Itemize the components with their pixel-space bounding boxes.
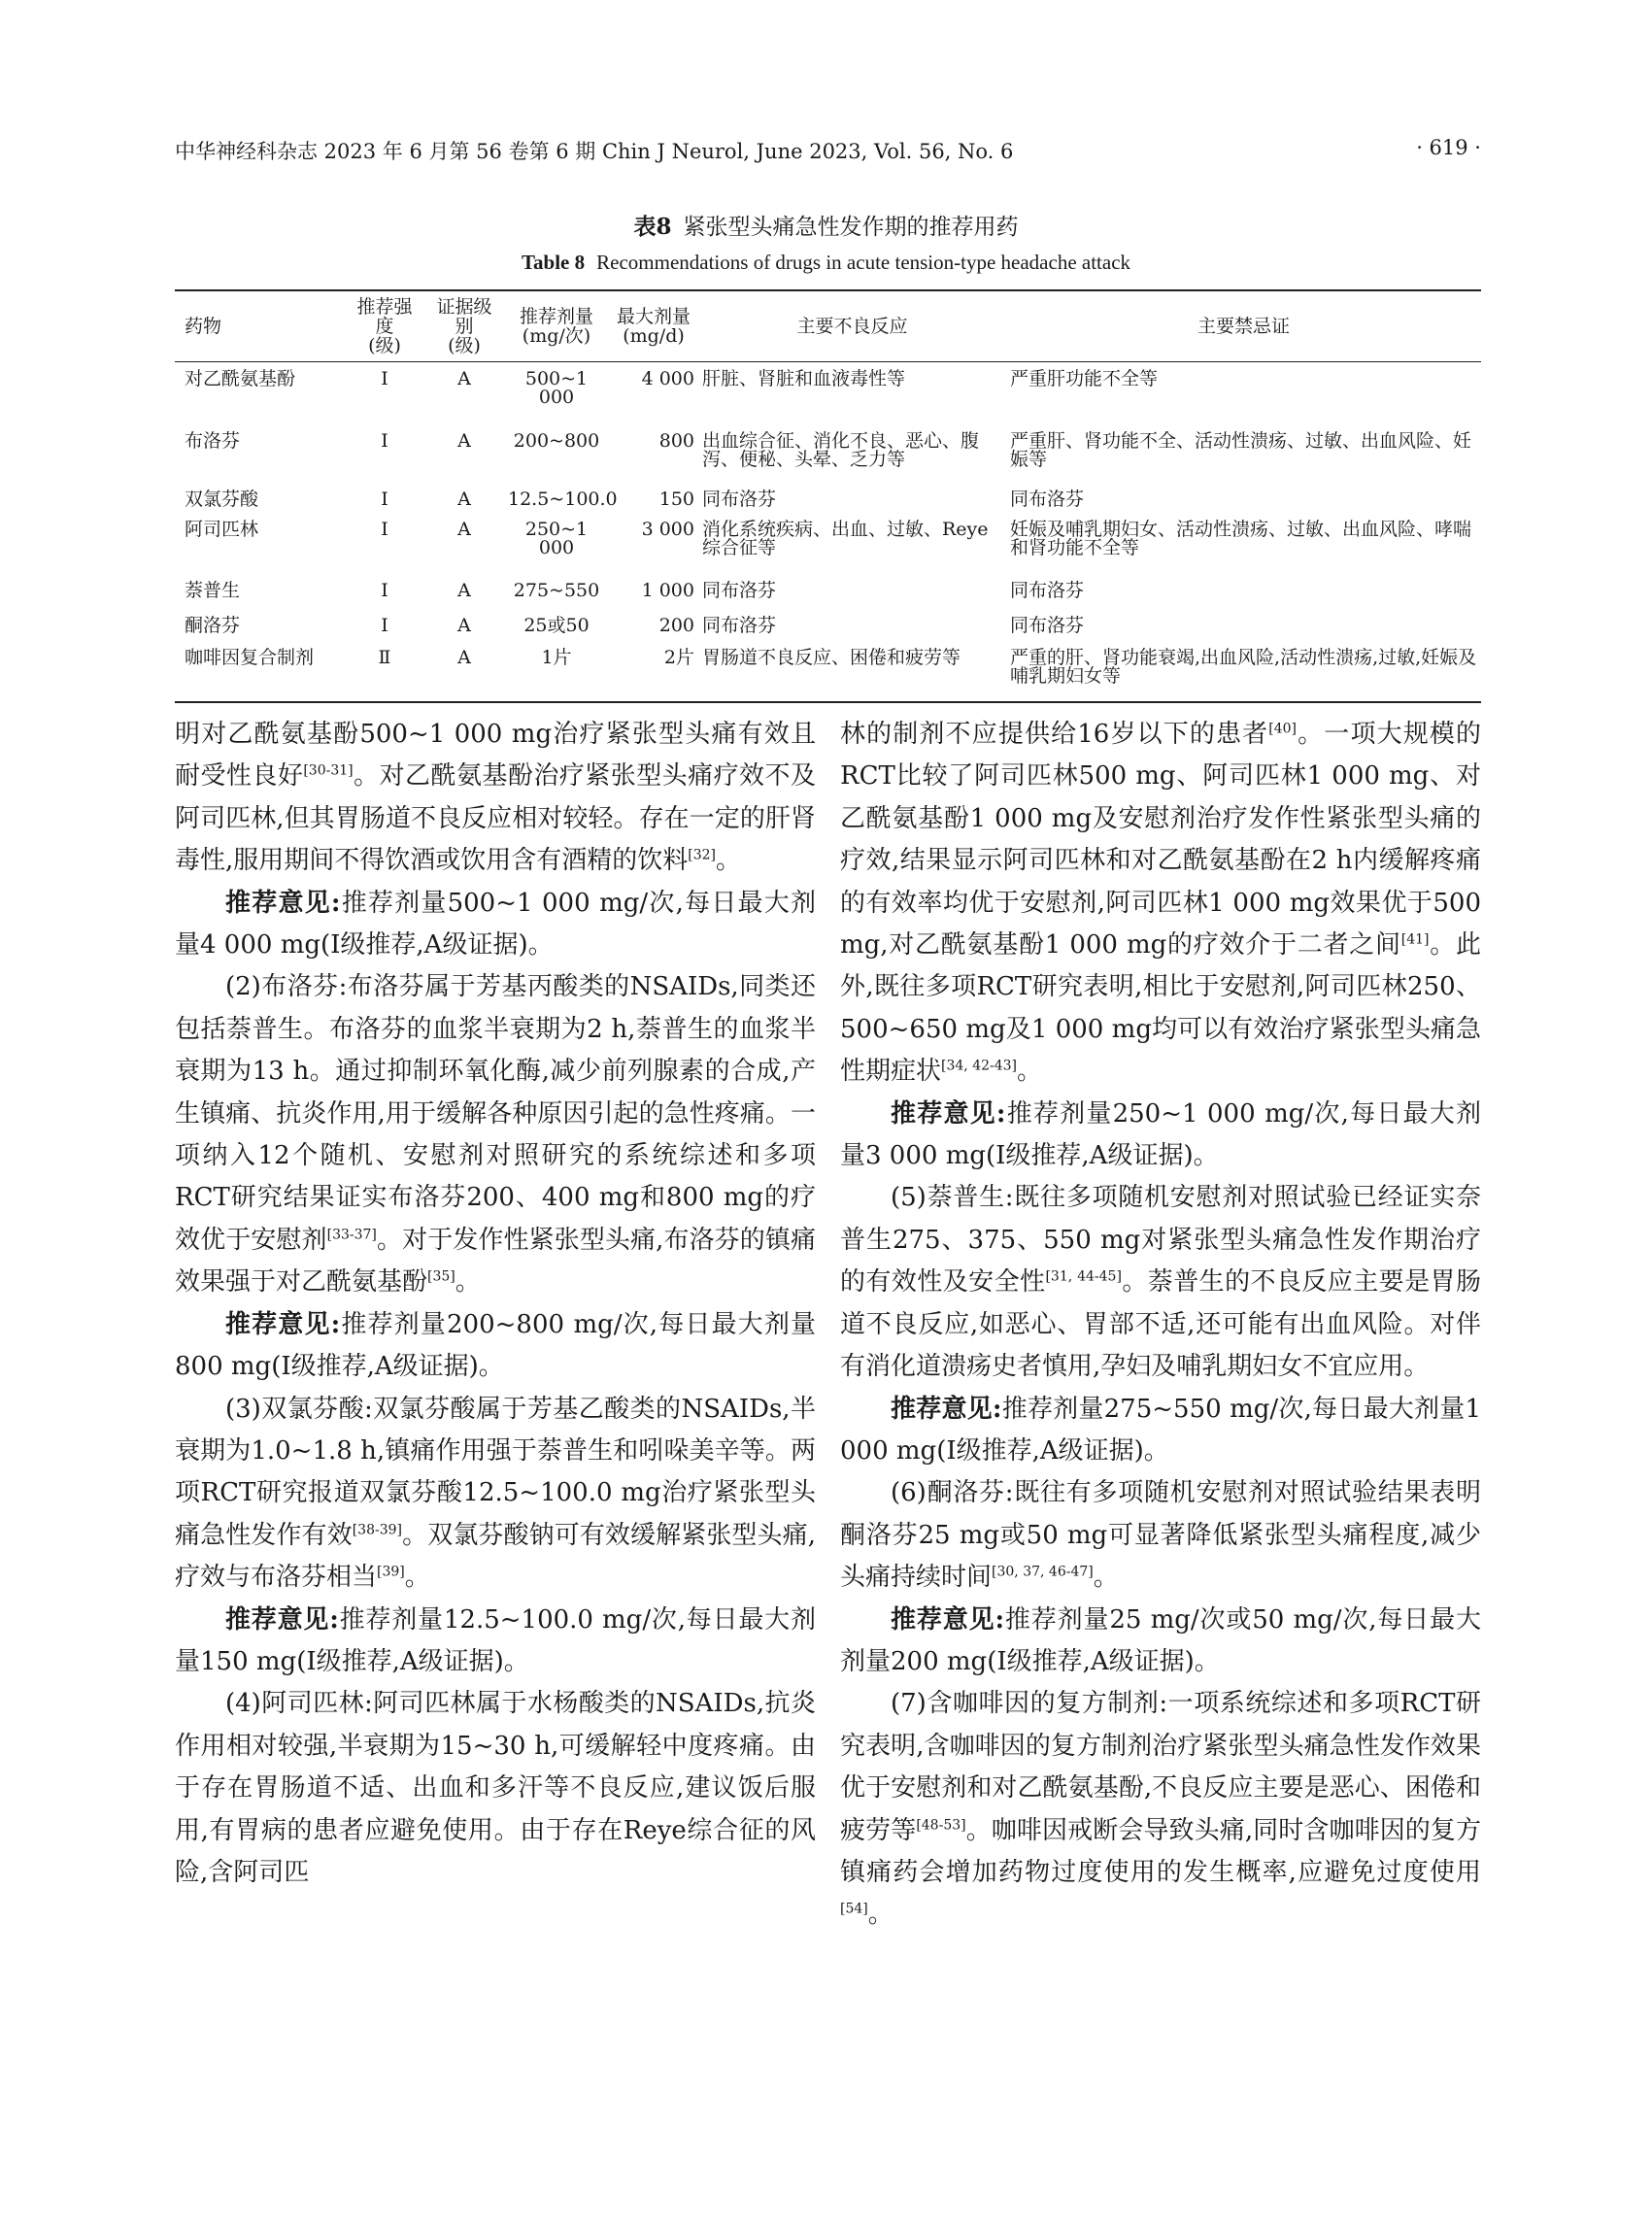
table-header-row bbox=[175, 290, 1481, 362]
header-max-dose: 最大剂量 (mg/d) bbox=[616, 306, 691, 347]
recommendation-label: 推荐意见: bbox=[891, 1604, 1005, 1635]
cell-adverse: 肝脏、肾脏和血液毒性等 bbox=[702, 368, 906, 389]
citation: [33-37] bbox=[326, 1227, 377, 1243]
cell-strength: Ⅰ bbox=[381, 614, 388, 636]
citation: [41] bbox=[1400, 931, 1430, 948]
table-row bbox=[175, 646, 1481, 702]
cell-dose: 200~800 bbox=[513, 429, 600, 452]
recommendation-label: 推荐意见: bbox=[891, 1394, 1002, 1424]
table-header-cell bbox=[1006, 290, 1481, 362]
cell-strength: Ⅰ bbox=[381, 368, 388, 389]
table-caption-cn bbox=[0, 209, 1652, 241]
table-header-cell bbox=[609, 290, 698, 362]
cell-evidence: A bbox=[457, 488, 471, 510]
cell-evidence: A bbox=[457, 518, 471, 540]
table-header-cell bbox=[345, 290, 424, 362]
table-row bbox=[175, 413, 1481, 483]
cell-contra: 严重肝功能不全等 bbox=[1010, 368, 1159, 389]
body-column-left bbox=[175, 714, 816, 1894]
cell-max-dose: 150 bbox=[658, 488, 694, 510]
citation: [32] bbox=[688, 847, 717, 863]
paragraph: (4)阿司匹林:阿司匹林属于水杨酸类的NSAIDs,抗炎作用相对较强,半衰期为15~30 h,可缓解轻中度疼痛。由于存在胃肠道不适、出血和多汗等不良反应,建议饭后服用,有胃病的患者应避免使用。由于存在Reye综合征的风险,含阿司匹 bbox=[175, 1689, 816, 1887]
paragraph: 林的制剂不应提供给16岁以下的患者[40]。一项大规模的RCT比较了阿司匹林500 mg、阿司匹林1 000 mg、对乙酰氨基酚1 000 mg及安慰剂治疗发作性紧张型头痛的疗效,结果显示阿司匹林和对乙酰氨基酚在2 h内缓解疼痛的有效率均优于安慰剂,阿司匹林1 000 mg效果优于500 mg,对乙酰氨基酚1 000 mg的疗效介于二者之间[41]。此外,既往多项RCT研究表明,相比于安慰剂,阿司匹林250、500~650 mg及1 000 mg均可以有效治疗紧张型头痛急性期症状[34, 42-43]。 bbox=[840, 720, 1481, 1087]
cell-max-dose: 200 bbox=[658, 614, 694, 636]
citation: [48-53] bbox=[916, 1816, 966, 1833]
cell-dose: 500~1 000 bbox=[524, 368, 589, 408]
table-title-cn: 紧张型头痛急性发作期的推荐用药 bbox=[683, 215, 1019, 240]
cell-dose: 250~1 000 bbox=[524, 518, 589, 558]
table-header-cell bbox=[504, 290, 609, 362]
recommendation-label: 推荐意见: bbox=[891, 1098, 1006, 1129]
citation: [38-39] bbox=[352, 1522, 403, 1538]
cell-dose: 275~550 bbox=[513, 579, 600, 601]
cell-adverse: 出血综合征、消化不良、恶心、腹泻、便秘、头晕、乏力等 bbox=[702, 429, 980, 470]
header-evidence: 证据级别 (级) bbox=[436, 296, 492, 356]
paragraph: (6)酮洛芬:既往有多项随机安慰剂对照试验结果表明酮洛芬25 mg或50 mg可显著降低紧张型头痛程度,减少头痛持续时间[30, 37, 46-47]。 bbox=[840, 1478, 1481, 1593]
cell-adverse: 消化系统疾病、出血、过敏、Reye综合征等 bbox=[702, 518, 989, 558]
header-dose: 推荐剂量 (mg/次) bbox=[519, 306, 593, 347]
cell-evidence: A bbox=[457, 579, 471, 601]
cell-drug: 酮洛芬 bbox=[185, 614, 241, 636]
header-drug: 药物 bbox=[185, 316, 222, 337]
cell-evidence: A bbox=[457, 429, 471, 452]
recommendation: 推荐意见:推荐剂量250~1 000 mg/次,每日最大剂量3 000 mg(Ⅰ级推荐,A级证据)。 bbox=[840, 1098, 1481, 1171]
cell-adverse: 同布洛芬 bbox=[702, 579, 777, 601]
table-row bbox=[175, 611, 1481, 646]
table-title-en: Recommendations of drugs in acute tension-type headache attack bbox=[596, 251, 1131, 274]
cell-contra: 同布洛芬 bbox=[1010, 488, 1085, 510]
journal-citation: 中华神经科杂志 2023 年 6 月第 56 卷第 6 期 Chin J Neurol, June 2023, Vol. 56, No. 6 bbox=[175, 140, 1014, 163]
citation: [35] bbox=[427, 1268, 455, 1285]
recommendation: 推荐意见:推荐剂量25 mg/次或50 mg/次,每日最大剂量200 mg(Ⅰ级推荐,A级证据)。 bbox=[840, 1604, 1481, 1676]
recommendation: 推荐意见:推荐剂量12.5~100.0 mg/次,每日最大剂量150 mg(Ⅰ级推荐,A级证据)。 bbox=[175, 1604, 816, 1676]
cell-strength: Ⅱ bbox=[378, 646, 391, 668]
table-header-cell bbox=[424, 290, 504, 362]
citation: [30, 37, 46-47] bbox=[992, 1564, 1094, 1580]
citation: [40] bbox=[1268, 721, 1298, 737]
header-strength: 推荐强度 (级) bbox=[356, 296, 413, 356]
table-header-cell bbox=[698, 290, 1006, 362]
paragraph: (2)布洛芬:布洛芬属于芳基丙酸类的NSAIDs,同类还包括萘普生。布洛芬的血浆半衰期为2 h,萘普生的血浆半衰期为13 h。通过抑制环氧化酶,减少前列腺素的合成,产生镇痛、抗炎作用,用于缓解各种原因引起的急性疼痛。一项纳入12个随机、安慰剂对照研究的系统综述和多项RCT研究结果证实布洛芬200、400 mg和800 mg的疗效优于安慰剂[33-37]。对于发作性紧张型头痛,布洛芬的镇痛效果强于对乙酰氨基酚[35]。 bbox=[175, 972, 816, 1298]
cell-max-dose: 2片 bbox=[663, 646, 694, 668]
cell-strength: Ⅰ bbox=[381, 579, 388, 601]
drug-table bbox=[175, 289, 1481, 703]
citation: [30-31] bbox=[303, 762, 354, 779]
citation: [34, 42-43] bbox=[941, 1058, 1018, 1074]
recommendation: 推荐意见:推荐剂量200~800 mg/次,每日最大剂量800 mg(Ⅰ级推荐,A级证据)。 bbox=[175, 1309, 816, 1382]
cell-contra: 严重的肝、肾功能衰竭,出血风险,活动性溃疡,过敏,妊娠及哺乳期妇女等 bbox=[1010, 646, 1477, 687]
table-row bbox=[175, 574, 1481, 611]
table-label-en: Table 8 bbox=[521, 251, 586, 274]
cell-contra: 同布洛芬 bbox=[1010, 614, 1085, 636]
cell-drug: 阿司匹林 bbox=[185, 518, 259, 540]
cell-drug: 布洛芬 bbox=[185, 429, 241, 452]
cell-dose: 12.5~100.0 bbox=[508, 488, 618, 510]
cell-adverse: 胃肠道不良反应、困倦和疲劳等 bbox=[702, 646, 961, 668]
paragraph: (7)含咖啡因的复方制剂:一项系统综述和多项RCT研究表明,含咖啡因的复方制剂治疗紧张型头痛急性发作效果优于安慰剂和对乙酰氨基酚,不良反应主要是恶心、困倦和疲劳等[48-53]。咖啡因戒断会导致头痛,同时含咖啡因的复方镇痛药会增加药物过度使用的发生概率,应避免过度使用[54]。 bbox=[840, 1689, 1481, 1930]
paragraph: 明对乙酰氨基酚500~1 000 mg治疗紧张型头痛有效且耐受性良好[30-31]。对乙酰氨基酚治疗紧张型头痛疗效不及阿司匹林,但其胃肠道不良反应相对较轻。存在一定的肝肾毒性,服用期间不得饮酒或饮用含有酒精的饮料[32]。 bbox=[175, 720, 816, 876]
cell-drug: 咖啡因复合制剂 bbox=[185, 646, 315, 668]
table-row bbox=[175, 518, 1481, 574]
recommendation: 推荐意见:推荐剂量275~550 mg/次,每日最大剂量1 000 mg(Ⅰ级推荐,A级证据)。 bbox=[840, 1394, 1481, 1466]
header-adverse: 主要不良反应 bbox=[796, 316, 908, 337]
cell-strength: Ⅰ bbox=[381, 429, 388, 452]
citation: [39] bbox=[377, 1564, 405, 1580]
cell-dose: 25或50 bbox=[523, 614, 590, 636]
recommendation: 推荐意见:推荐剂量500~1 000 mg/次,每日最大剂量4 000 mg(Ⅰ级推荐,A级证据)。 bbox=[175, 888, 816, 961]
table-row bbox=[175, 362, 1481, 413]
cell-drug: 对乙酰氨基酚 bbox=[185, 368, 296, 389]
cell-drug: 萘普生 bbox=[185, 579, 241, 601]
recommendation-label: 推荐意见: bbox=[225, 1604, 339, 1635]
cell-strength: Ⅰ bbox=[381, 518, 388, 540]
body-column-right bbox=[840, 714, 1481, 1937]
running-header bbox=[175, 132, 1481, 171]
cell-contra: 严重肝、肾功能不全、活动性溃疡、过敏、出血风险、妊娠等 bbox=[1010, 429, 1472, 470]
recommendation-label: 推荐意见: bbox=[225, 1309, 341, 1339]
cell-evidence: A bbox=[457, 368, 471, 389]
cell-strength: Ⅰ bbox=[381, 488, 388, 510]
paragraph: (5)萘普生:既往多项随机安慰剂对照试验已经证实奈普生275、375、550 mg对紧张型头痛急性发作期治疗的有效性及安全性[31, 44-45]。萘普生的不良反应主要是胃肠道不良反应,如恶心、胃部不适,还可能有出血风险。对伴有消化道溃疡史者慎用,孕妇及哺乳期妇女不宜应用。 bbox=[840, 1183, 1481, 1382]
citation: [31, 44-45] bbox=[1045, 1268, 1122, 1285]
table-header-cell bbox=[175, 290, 345, 362]
cell-evidence: A bbox=[457, 646, 471, 668]
cell-max-dose: 4 000 bbox=[641, 368, 694, 389]
cell-adverse: 同布洛芬 bbox=[702, 614, 777, 636]
cell-contra: 妊娠及哺乳期妇女、活动性溃疡、过敏、出血风险、哮喘和肾功能不全等 bbox=[1010, 518, 1472, 558]
cell-max-dose: 1 000 bbox=[641, 579, 694, 601]
cell-adverse: 同布洛芬 bbox=[702, 488, 777, 510]
cell-contra: 同布洛芬 bbox=[1010, 579, 1085, 601]
recommendation-label: 推荐意见: bbox=[225, 888, 341, 918]
table-caption-en bbox=[0, 251, 1652, 275]
header-contra: 主要禁忌证 bbox=[1197, 316, 1290, 337]
cell-max-dose: 3 000 bbox=[641, 518, 694, 540]
table-label-cn: 表8 bbox=[633, 214, 672, 240]
page-number: · 619 · bbox=[1416, 136, 1481, 159]
paragraph: (3)双氯芬酸:双氯芬酸属于芳基乙酸类的NSAIDs,半衰期为1.0~1.8 h,镇痛作用强于萘普生和吲哚美辛等。两项RCT研究报道双氯芬酸12.5~100.0 mg治疗紧张型头痛急性发作有效[38-39]。双氯芬酸钠可有效缓解紧张型头痛,疗效与布洛芬相当[39]。 bbox=[175, 1394, 816, 1593]
cell-dose: 1片 bbox=[541, 646, 572, 668]
cell-max-dose: 800 bbox=[658, 429, 694, 452]
cell-evidence: A bbox=[457, 614, 471, 636]
cell-drug: 双氯芬酸 bbox=[185, 488, 259, 510]
table-row bbox=[175, 483, 1481, 518]
citation: [54] bbox=[840, 1901, 868, 1917]
